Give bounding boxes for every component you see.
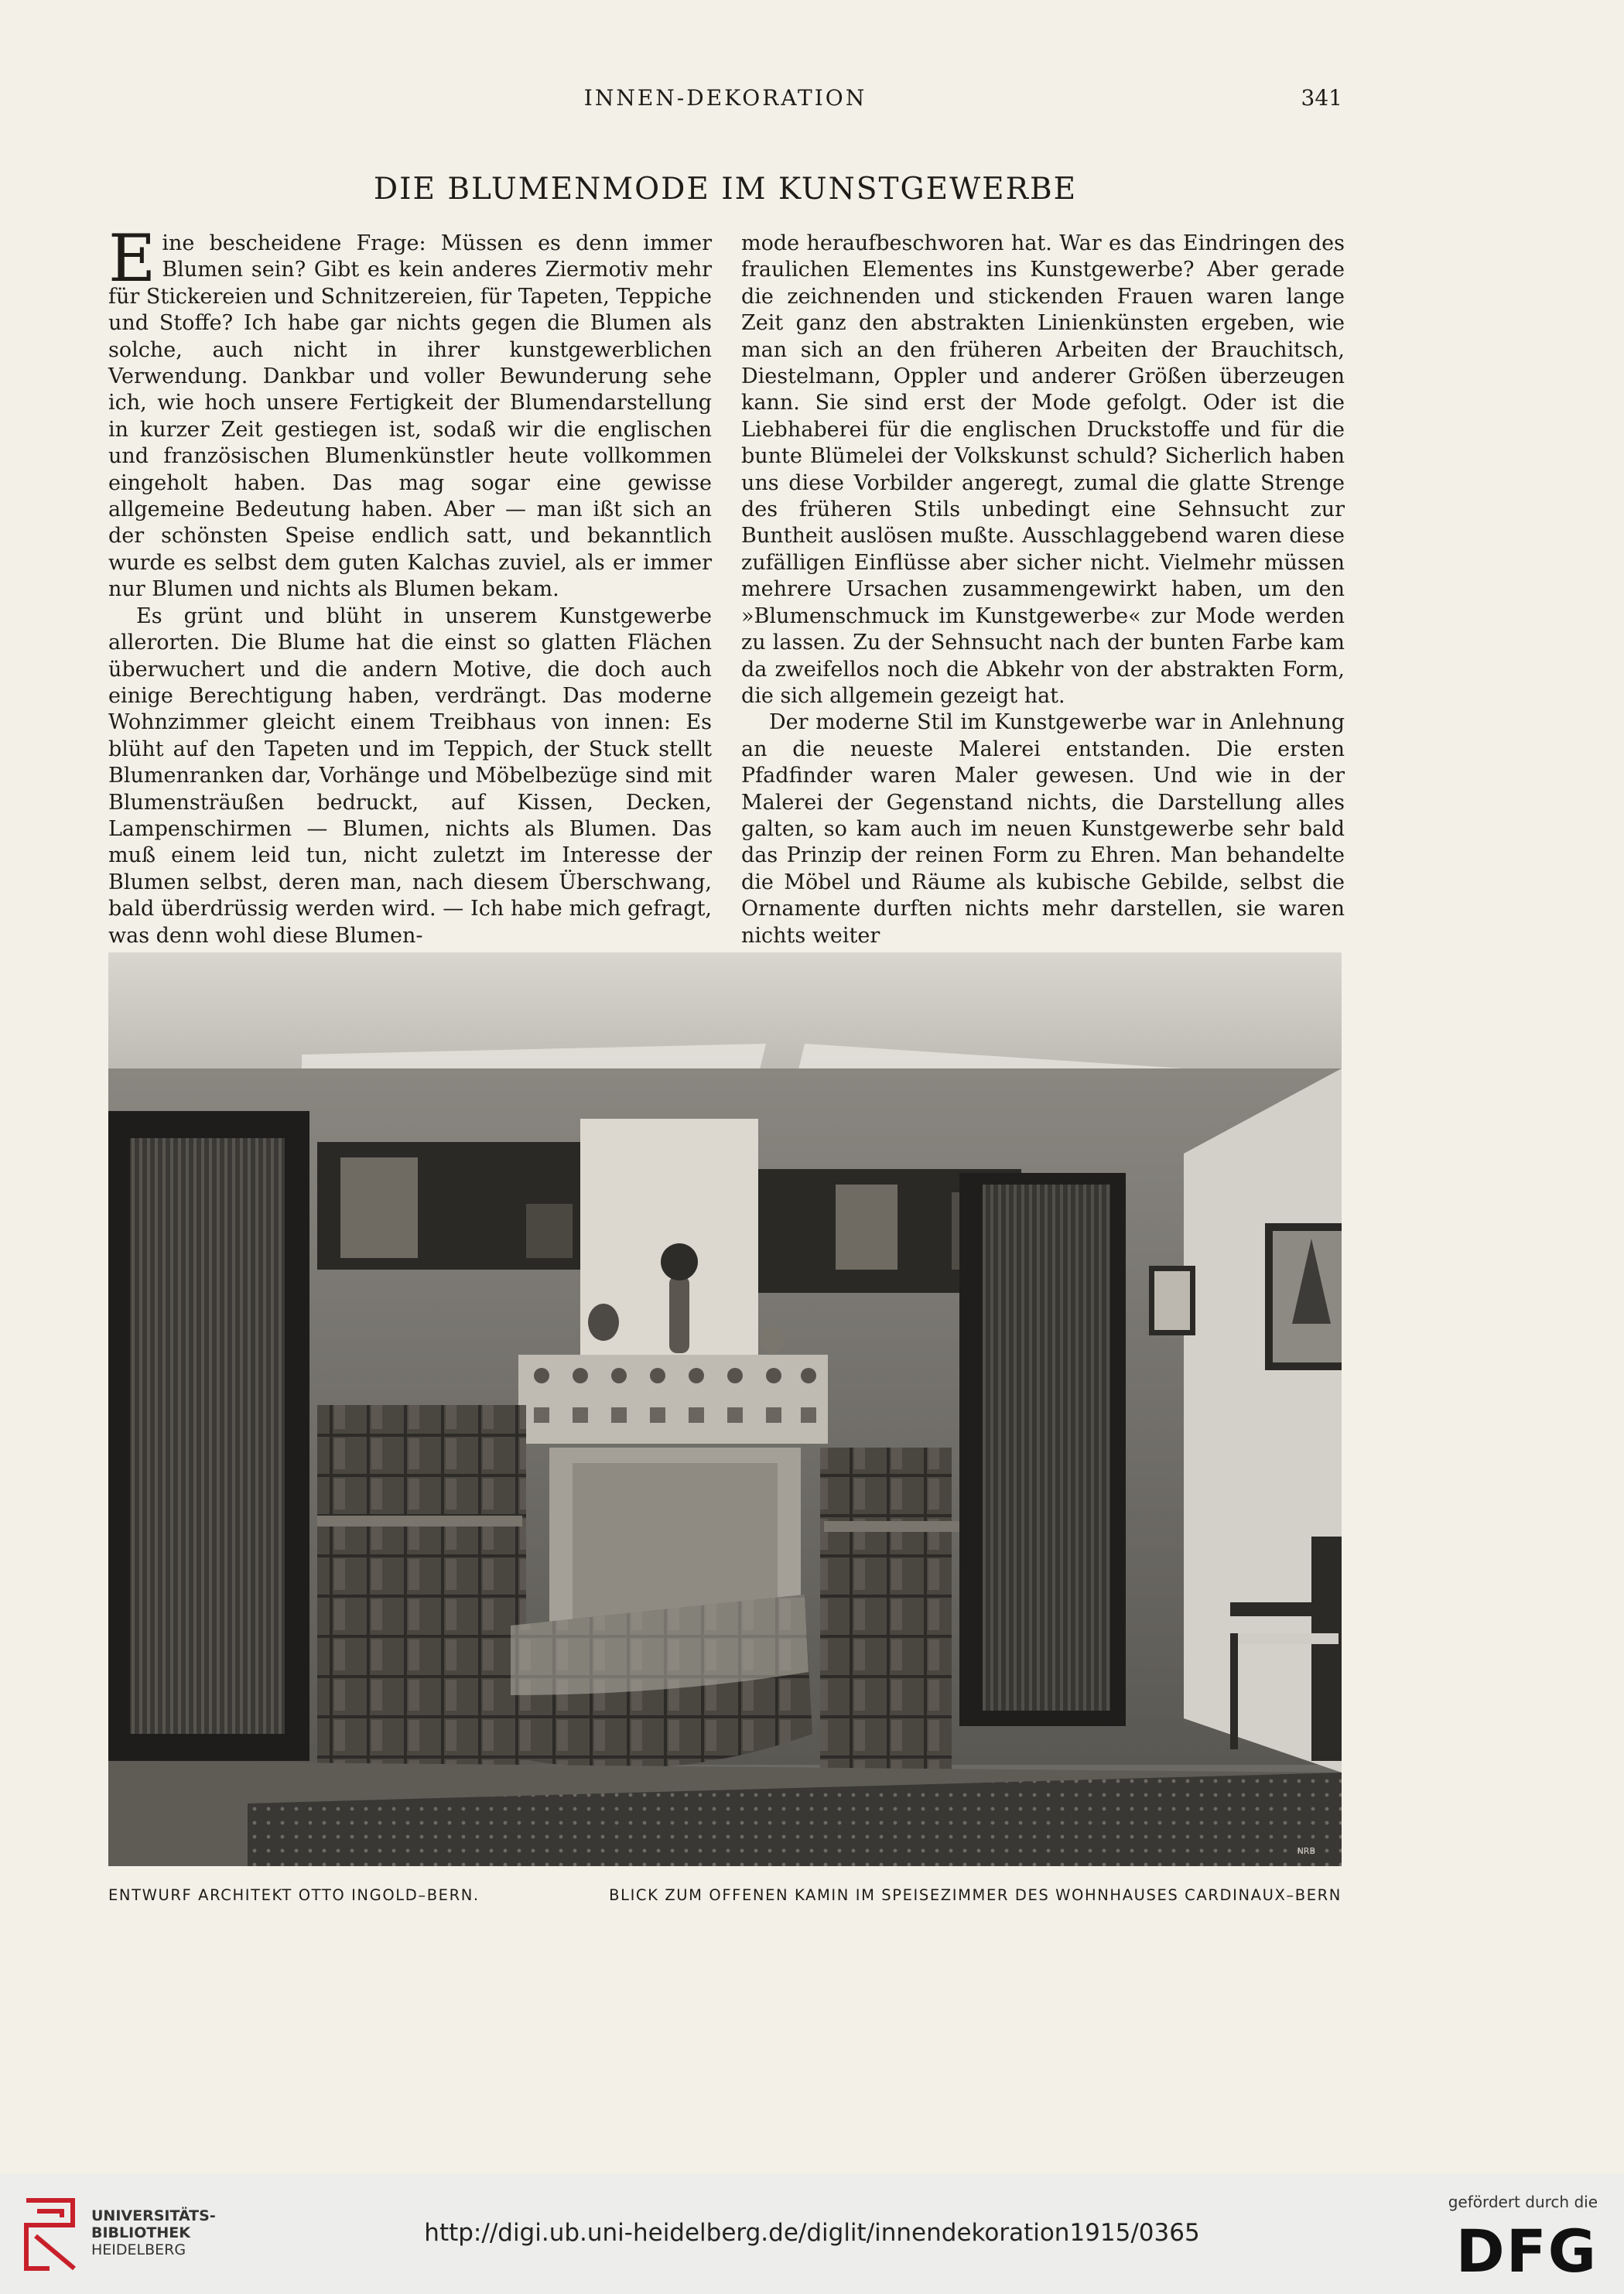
- text-column-left: [108, 221, 712, 948]
- photographer-mark: NRB: [1297, 1846, 1315, 1856]
- paragraph-text: ine bescheidene Frage: Müssen es denn immer Blumen sein? Gibt es kein anderes Ziermotiv mehr für Stickereien und Schnitzereien, für Tapeten, Teppiche und Stoffe? Ich habe gar nichts gegen die Blumen als solche, auch nicht in ihrer kunstgewerblichen Verwendung. Dankbar und voller Bewunderung sehe ich, wie hoch unsere Fertigkeit der Blumendarstellung in kurzer Zeit gestiegen ist, sodaß wir die englischen und französischen Blumenkünstler heute vollkommen eingeholt haben. Das mag sogar eine gewisse allgemeine Bedeutung haben. Aber — man ißt sich an der schönsten Speise endlich satt, und bekanntlich wurde es selbst dem guten Kalchas zuviel, als er immer nur Blumen und nichts als Blumen bekam.: [108, 231, 712, 602]
- page-number: 341: [1301, 85, 1342, 111]
- library-line: UNIVERSITÄTS-: [91, 2207, 216, 2224]
- paragraph: mode heraufbeschworen hat. War es das Eindringen des fraulichen Elementes ins Kunstgewerbe? Aber gerade die zeichnenden und stickenden Frauen waren lange Zeit ganz den abstrakten Linienkünsten ergeben, wie man sich an den früheren Arbeiten der Brauchitsch, Diestelmann, Oppler und anderer Größen überzeugen kann. Sie sind erst der Mode gefolgt. Oder ist die Liebhaberei für die englischen Druckstoffe und für die bunte Blümelei der Volkskunst schuld? Sicherlich haben uns diese Vorbilder angeregt, zumal die glatte Strenge des früheren Stils unbedingt eine Sehnsucht zur Buntheit auslösen mußte. Ausschlaggebend waren diese zufälligen Einflüsse aber sicher nicht. Vielmehr müssen mehrere Ursachen zusammengewirkt haben, um den »Blumenschmuck im Kunstgewerbe« zur Mode werden zu lassen. Zu der Sehnsucht nach der bunten Farbe kam da zweifellos noch die Abkehr von der abstrakten Form, die sich allgemein gezeigt hat.: [741, 231, 1345, 708]
- paragraph: Es grünt und blüht in unserem Kunstgewerbe allerorten. Die Blume hat die einst so glatten Flächen überwuchert und die andern Motive, die doch auch einige Berechtigung haben, verdrängt. Das moderne Wohnzimmer gleicht einem Treibhaus von innen: Es blüht auf den Tapeten und im Teppich, der Stuck stellt Blumenranken dar, Vorhänge und Möbelbezüge sind mit Blumensträußen bedruckt, auf Kissen, Decken, Lampenschirmen — Blumen, nichts als Blumen. Das muß einem leid tun, nicht zuletzt im Interesse der Blumen selbst, deren man, nach diesem Überschwang, bald überdrüssig werden wird. — Ich habe mich gefragt, was denn wohl diese Blumen-: [108, 603, 712, 948]
- source-url-link[interactable]: http://digi.ub.uni-heidelberg.de/diglit/innendekoration1915/0365: [424, 2219, 1200, 2247]
- paragraph: Der moderne Stil im Kunstgewerbe war in Anlehnung an die neueste Malerei entstanden. Die ersten Pfadfinder waren Maler gewesen. Und wie in der Malerei der Gegenstand nichts, die Darstellung alles galten, so kam auch im neuen Kunstgewerbe sehr bald das Prinzip der reinen Form zu Ehren. Man behandelte die Möbel und Räume als kubische Gebilde, selbst die Ornamente durften nichts mehr darstellen, sie waren nichts weiter: [741, 710, 1345, 948]
- running-head: [108, 85, 1342, 116]
- digitization-footer: [0, 2174, 1624, 2294]
- article-title: DIE BLUMENMODE IM KUNSTGEWERBE: [373, 172, 1078, 207]
- figure-caption: [108, 1886, 1342, 1909]
- funding-note: gefördert durch die: [1448, 2193, 1598, 2211]
- journal-title: INNEN-DEKORATION: [583, 85, 867, 111]
- library-line: HEIDELBERG: [91, 2241, 186, 2258]
- dfg-logo: DFG: [1455, 2217, 1598, 2285]
- caption-description: BLICK ZUM OFFENEN KAMIN IM SPEISEZIMMER DES WOHNHAUSES CARDINAUX–BERN: [609, 1886, 1342, 1904]
- drop-cap: E: [108, 221, 156, 296]
- library-line: BIBLIOTHEK: [91, 2224, 190, 2241]
- fireplace-photograph: [108, 952, 1342, 1866]
- paragraph: [108, 221, 712, 603]
- caption-architect: ENTWURF ARCHITEKT OTTO INGOLD–BERN.: [108, 1886, 480, 1904]
- text-column-right: [741, 231, 1345, 948]
